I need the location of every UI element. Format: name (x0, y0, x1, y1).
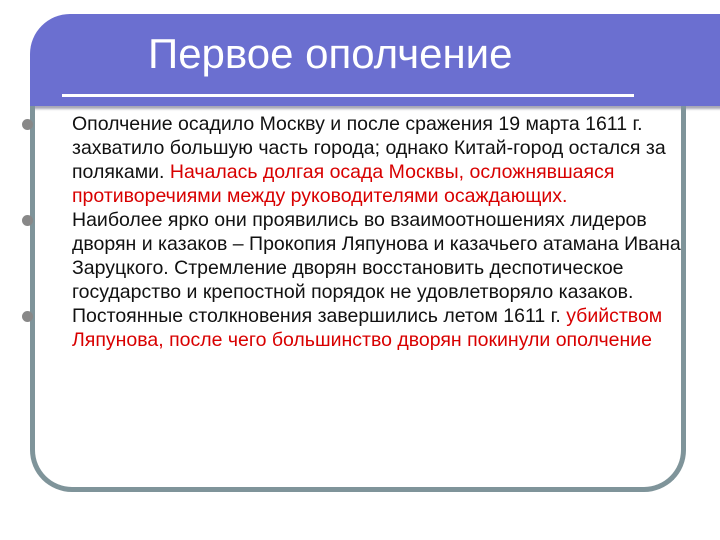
bullet-list (22, 112, 692, 352)
bullet-dot-icon (22, 119, 33, 130)
bullet-item-2 (22, 208, 692, 304)
bullet-dot-icon (22, 311, 33, 322)
title-underline (62, 94, 634, 97)
bullet-highlight: Началась долгая осада Москвы, осложнявшаяся противоречиями между руководителями осаждающих. (72, 161, 615, 207)
bullet-text: Наиболее ярко они проявились во взаимоотношениях лидеров дворян и казаков – Прокопия Ляпунова и казачьего атамана Ивана Заруцкого. Стремление дворян восстановить деспотическое государство и крепостной порядок не удовлетворяло казаков. (72, 209, 681, 303)
bullet-item-1 (22, 112, 692, 208)
bullet-text: Ополчение осадило Москву и после сражения 19 марта 1611 г. захватило большую часть города; однако Китай-город остался за поляками. (72, 113, 666, 183)
bullet-dot-icon (22, 215, 33, 226)
slide-title: Первое ополчение (148, 30, 513, 77)
bullet-text: Постоянные столкновения завершились летом 1611 г. (72, 305, 567, 327)
bullet-item-3 (22, 304, 692, 352)
bullet-highlight: убийством Ляпунова, после чего большинство дворян покинули ополчение (72, 305, 663, 351)
